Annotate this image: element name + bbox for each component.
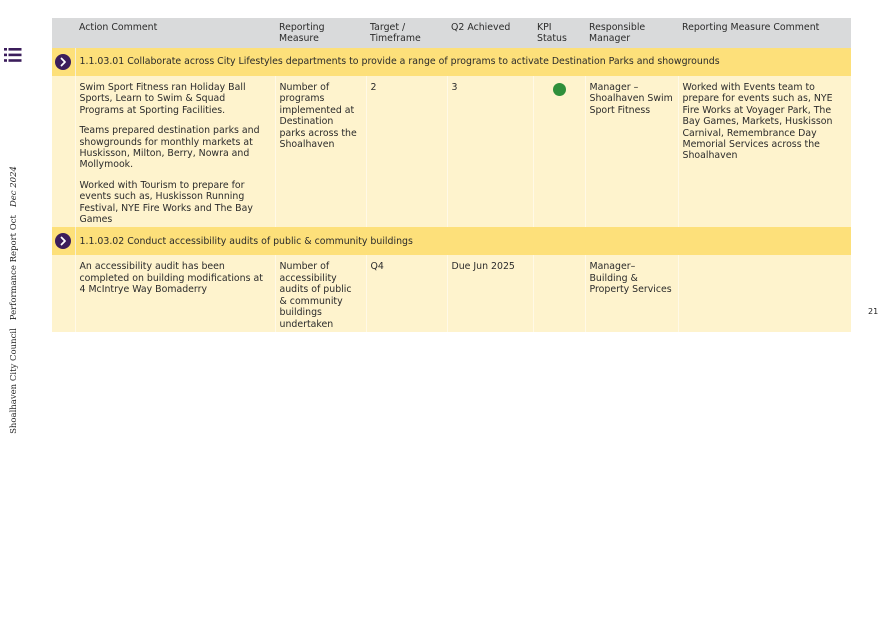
header-reporting-measure: Reporting Measure [275,18,366,48]
report-range: Dec 2024 [9,166,19,208]
reporting-measure-cell: Number of programs implemented at Destination parks across the Shoalhaven [275,76,366,227]
kpi-status-indicator [553,83,566,96]
report-name: Performance Report Oct [9,215,19,321]
comment-paragraph: Teams prepared destination parks and showgrounds for monthly markets at Huskisson, Milton, Berry, Nowra and Mollymook. [79,125,260,171]
detail-spacer [52,76,75,227]
performance-table [52,18,851,332]
table-of-contents-icon[interactable] [4,46,22,64]
kpi-status-cell [533,76,585,227]
achieved-cell: Due Jun 2025 [447,255,533,331]
expand-cell [52,48,75,76]
page-number: 21 [868,307,879,316]
table-header-row [52,18,851,48]
expand-cell [52,227,75,255]
comment-paragraph: Swim Sport Fitness ran Holiday Ball Sports, Learn to Swim & Squad Programs at Sporting Facilities. [79,82,246,116]
expand-button[interactable] [55,233,71,249]
achieved-cell: 3 [447,76,533,227]
measure-comment-cell: Worked with Events team to prepare for events such as, NYE Fire Works at Voyager Park, The Bay Games, Markets, Huskisson Carnival, Remembrance Day Memorial Services across the Shoalhaven [678,76,851,227]
header-spacer [52,18,75,48]
reporting-measure-cell: Number of accessibility audits of public & community buildings undertaken [275,255,366,331]
chevron-right-icon [55,233,71,249]
action-comment-cell [75,255,275,331]
header-q2-achieved: Q2 Achieved [447,18,533,48]
target-cell: Q4 [366,255,447,331]
header-target-timeframe: Target / Timeframe [366,18,447,48]
action-detail-row [52,76,851,227]
header-action-comment: Action Comment [75,18,275,48]
kpi-status-cell [533,255,585,331]
manager-cell: Manager– Building & Property Services [585,255,678,331]
council-name: Shoalhaven City Council [9,328,19,434]
action-detail-row [52,255,851,331]
header-responsible-manager: Responsible Manager [585,18,678,48]
action-title: 1.1.03.02 Conduct accessibility audits of public & community buildings [75,227,851,255]
detail-spacer [52,255,75,331]
comment-paragraph: Worked with Tourism to prepare for events such as, Huskisson Running Festival, NYE Fire Works and The Bay Games [79,179,253,226]
chevron-right-icon [55,54,71,70]
action-title: 1.1.03.01 Collaborate across City Lifestyles departments to provide a range of programs to activate Destination Parks and showgrounds [75,48,851,76]
expand-button[interactable] [55,54,71,70]
header-kpi-status: KPI Status [533,18,585,48]
target-cell: 2 [366,76,447,227]
action-group-row [52,227,851,255]
action-comment-cell [75,76,275,227]
measure-comment-cell [678,255,851,331]
comment-paragraph: An accessibility audit has been completed on building modifications at 4 McIntrye Way Bomaderry [79,261,263,296]
action-group-row [52,48,851,76]
manager-cell: Manager – Shoalhaven Swim Sport Fitness [585,76,678,227]
header-measure-comment: Reporting Measure Comment [678,18,851,48]
side-footer [9,166,19,434]
